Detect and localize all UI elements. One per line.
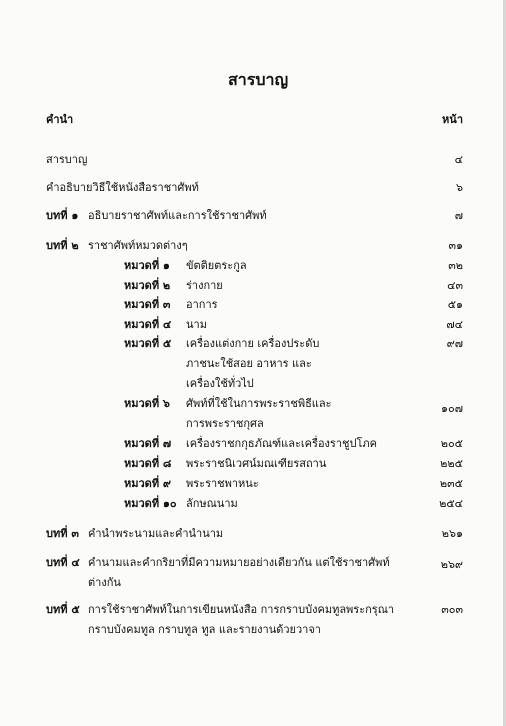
category-number: หมวดที่ ๑ — [124, 259, 170, 272]
toc-entry-page: ๙๗ — [446, 337, 463, 350]
toc-entry-page: ๕๑ — [447, 298, 463, 311]
chapter-number: บทที่ ๕ — [46, 603, 80, 616]
toc-entry-page: ๓๒ — [448, 259, 463, 272]
chapter-number: บทที่ ๓ — [46, 527, 79, 540]
toc-entry-page: ๔ — [454, 153, 463, 166]
toc-entry-label: พระราชนิเวศน์มณเฑียรสถาน — [186, 457, 327, 470]
toc-entry-label-continued: ต่างกัน — [88, 576, 121, 589]
toc-entry-label: สารบาญ — [46, 153, 88, 166]
toc-entry-label: ศัพท์ที่ใช้ในการพระราชพิธีและ — [186, 397, 332, 410]
toc-entry-label-continued: การพระราชกุศล — [186, 417, 264, 430]
toc-entry-label-continued: กราบบังคมทูล กราบทูล ทูล และรายงานด้วยวาจา — [88, 623, 321, 636]
chapter-number: บทที่ ๔ — [46, 556, 80, 569]
category-number: หมวดที่ ๕ — [124, 337, 172, 350]
toc-entry-label: ร่างกาย — [186, 279, 223, 292]
header-page-label: หน้า — [442, 113, 463, 126]
chapter-number: บทที่ ๑ — [46, 209, 79, 222]
category-number: หมวดที่ ๙ — [124, 477, 171, 490]
toc-entry-label: อาการ — [186, 298, 218, 311]
category-number: หมวดที่ ๒ — [124, 279, 171, 292]
toc-entry-page: ๒๖๙ — [440, 558, 463, 571]
category-number: หมวดที่ ๗ — [124, 437, 172, 450]
toc-entry-page: ๒๕๔ — [439, 497, 463, 510]
category-number: หมวดที่ ๑๐ — [124, 497, 177, 510]
chapter-number: บทที่ ๒ — [46, 239, 79, 252]
toc-entry-page: ๒๓๕ — [439, 477, 463, 490]
toc-entry-label: นาม — [186, 318, 207, 331]
toc-entry-label-continued: ภาชนะใช้สอย อาหาร และ — [186, 357, 312, 370]
toc-entry-page: ๒๒๕ — [440, 457, 463, 470]
toc-entry-label: คำนามและคำกริยาที่มีความหมายอย่างเดียวกัน แต่ใช้ราชาศัพท์ — [88, 556, 390, 569]
toc-entry-label: เครื่องแต่งกาย เครื่องประดับ — [186, 337, 320, 350]
category-number: หมวดที่ ๖ — [124, 397, 170, 410]
toc-entry-page: ๑๐๗ — [441, 402, 463, 415]
toc-entry-page: ๖ — [456, 181, 463, 194]
toc-entry-label: คำอธิบายวิธีใช้หนังสือราชาศัพท์ — [46, 181, 199, 194]
category-number: หมวดที่ ๔ — [124, 318, 172, 331]
toc-entry-label: ลักษณนาม — [186, 497, 238, 510]
category-number: หมวดที่ ๓ — [124, 298, 171, 311]
toc-entry-page: ๓๐๓ — [441, 603, 463, 616]
toc-entry-page: ๓๑ — [448, 239, 463, 252]
toc-entry-label: ราชาศัพท์หมวดต่างๆ — [88, 239, 188, 252]
toc-entry-label: ขัตติยตระกูล — [186, 259, 247, 272]
toc-entry-label-continued: เครื่องใช้ทั่วไป — [186, 377, 254, 390]
header-preface-label: คำนำ — [46, 113, 74, 126]
toc-entry-label: พระราชพาหนะ — [186, 477, 259, 490]
toc-entry-page: ๗ — [454, 209, 463, 222]
toc-entry-page: ๔๓ — [447, 279, 463, 292]
toc-entry-page: ๒๐๕ — [440, 437, 463, 450]
toc-entry-label: คำนำพระนามและคำนำนาม — [88, 527, 224, 540]
toc-entry-page: ๗๔ — [446, 318, 463, 331]
toc-entry-label: การใช้ราชาศัพท์ในการเขียนหนังสือ การกราบบังคมทูลพระกรุณา — [88, 603, 395, 616]
page-title: สารบาญ — [228, 70, 289, 89]
category-number: หมวดที่ ๘ — [124, 457, 172, 470]
toc-entry-label: อธิบายราชาศัพท์และการใช้ราชาศัพท์ — [88, 209, 267, 222]
toc-entry-page: ๒๖๑ — [441, 527, 463, 540]
toc-entry-label: เครื่องราชกกุธภัณฑ์และเครื่องราชูปโภค — [186, 437, 377, 450]
